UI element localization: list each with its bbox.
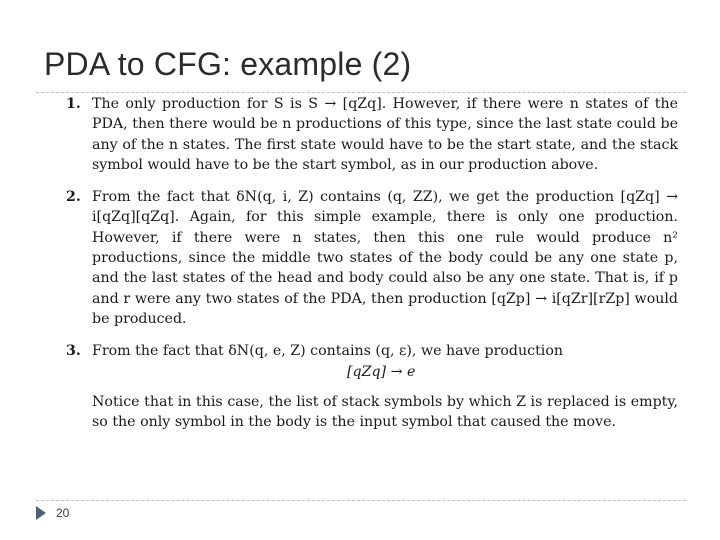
notice-paragraph: Notice that in this case, the list of stack symbols by which Z is replaced is empty, so the only symbol in the body is the input symbol that caused the move. [92,393,678,431]
list-item-text: From the fact that δN(q, e, Z) contains (q, ε), we have production [92,343,564,360]
display-equation: [qZq] → e [347,363,416,380]
slide-title: PDA to CFG: example (2) [44,46,412,82]
list-item-2 [66,187,678,329]
bottom-divider [36,500,686,501]
list-item-number: 3. [66,343,81,360]
list-item-text: From the fact that δN(q, i, Z) contains (q, ZZ), we get the production [qZq] → i[qZq][qZq]. Again, for this simple example, there is only one production. However, if there were n states, then this one rule would produce n² productions, since the middle two states of the body could be any one state p, and the last states of the head and body could also be any one state. That is, if p and r were any two states of the PDA, then production [qZp] → i[qZr][rZp] would be produced. [92,189,678,327]
list-item-number: 1. [66,96,81,112]
list-item-text: The only production for S is S → [qZq]. However, if there were n states of the PDA, then there would be n productions of this type, since the last state could be any of the n states. The first state would have to be the start state, and the stack symbol would have to be the start symbol, as in our production above. [92,96,678,173]
list-item-number: 2. [66,189,81,206]
textbook-excerpt [66,94,678,432]
page-arrow-icon [36,506,46,520]
top-divider [36,92,686,93]
list-item-1 [66,94,678,175]
page-number: 20 [56,506,70,520]
list-item-3 [66,341,678,432]
